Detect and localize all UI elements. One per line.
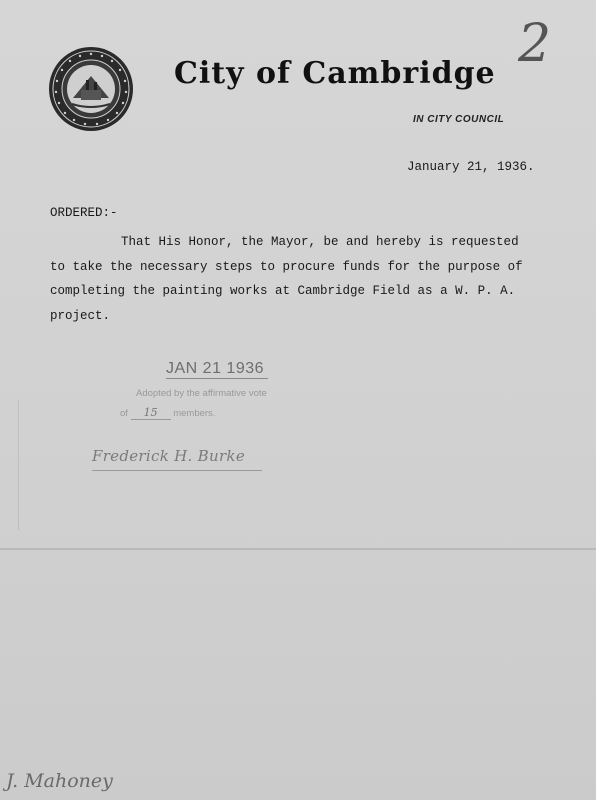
document-date: January 21, 1936. (407, 160, 535, 174)
folio-number: 2 (518, 14, 552, 74)
paper-mark (18, 400, 19, 530)
stamp-count-value: 15 (131, 406, 171, 420)
city-seal-icon (48, 46, 134, 132)
page-fold-line (0, 548, 596, 550)
clerk-signature: Frederick H. Burke (92, 447, 245, 465)
letterhead-title: City of Cambridge (174, 56, 496, 91)
signature-underline (92, 470, 262, 471)
order-body (50, 230, 530, 328)
order-line: That His Honor, the Mayor, be and hereby is requested (121, 235, 519, 249)
council-subtitle: IN CITY COUNCIL (413, 114, 505, 125)
order-line: completing the painting works at Cambridge Field as a W. P. A. (50, 284, 516, 298)
order-line: to take the necessary steps to procure funds for the purpose of (50, 259, 523, 274)
order-heading: ORDERED:- (50, 206, 118, 220)
stamp-members-text: members. (173, 408, 216, 419)
bottom-signature: J. Mahoney (6, 770, 113, 792)
stamp-of-text: of (120, 408, 128, 419)
stamp-member-count (120, 406, 215, 420)
stamp-date: JAN 21 1936 (166, 360, 268, 379)
order-line: project. (50, 308, 111, 323)
stamp-vote-text: Adopted by the affirmative vote (136, 388, 267, 399)
